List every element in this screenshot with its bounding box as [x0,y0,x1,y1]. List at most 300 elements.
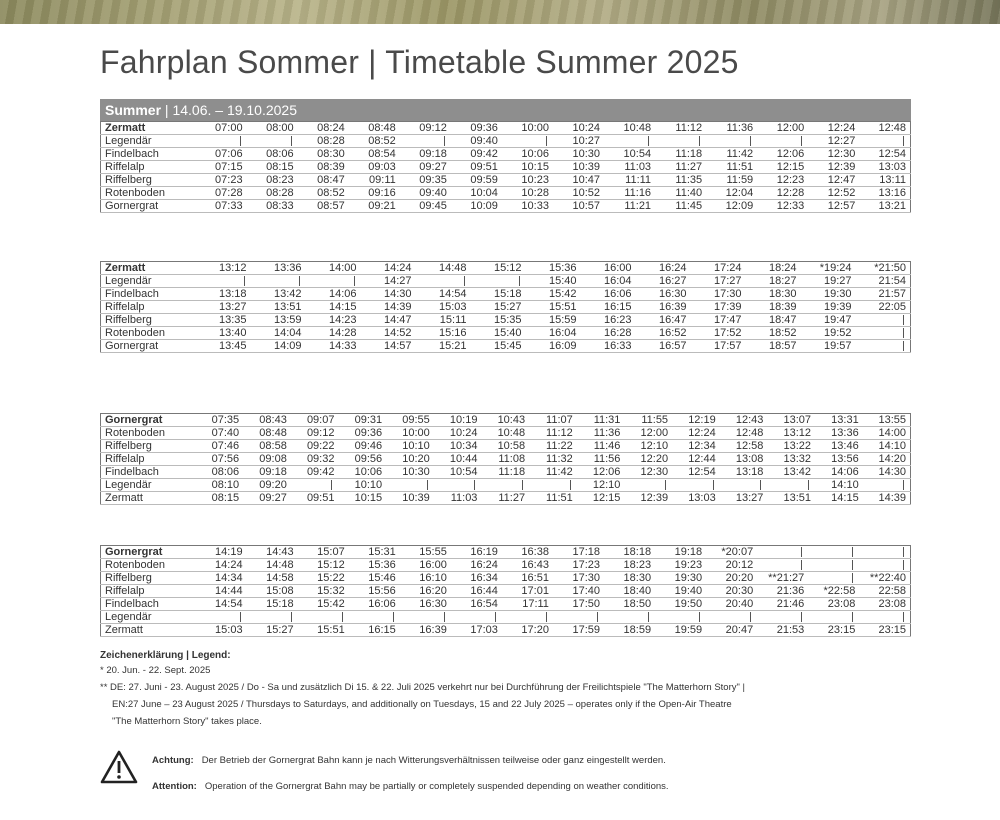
departure-time: 11:55 [624,414,672,427]
departure-time: 14:15 [815,492,863,505]
departure-time: 14:27 [361,275,416,288]
departure-time: 21:53 [757,624,808,637]
departure-time: 12:57 [808,200,859,213]
departure-time: 10:24 [553,122,604,135]
departure-time [808,572,859,585]
departure-time: 08:57 [298,200,349,213]
departure-time: 10:43 [481,414,529,427]
departure-time: 19:23 [655,559,706,572]
departure-time: 17:50 [553,598,604,611]
departure-time: *19:24 [801,262,856,275]
departure-time: 14:00 [306,262,361,275]
departure-time: 16:47 [636,314,691,327]
departure-time [655,135,706,148]
no-stop-mark [570,480,571,490]
departure-time: 08:58 [243,440,291,453]
no-stop-mark [903,328,904,338]
station-name: Findelbach [101,288,196,301]
table-row [101,466,911,479]
station-name: Riffelberg [101,572,196,585]
departure-time: 09:40 [400,187,451,200]
departure-time [247,611,298,624]
departure-time: 11:27 [655,161,706,174]
season-range: | 14.06. – 19.10.2025 [164,102,298,118]
departure-time: 16:04 [526,327,581,340]
departure-time: 11:46 [577,440,625,453]
page-title: Fahrplan Sommer | Timetable Summer 2025 [100,44,739,80]
departure-time: 12:58 [720,440,768,453]
departure-time: 16:43 [502,559,553,572]
departure-time: 08:06 [247,148,298,161]
departure-time: 16:33 [581,340,636,353]
departure-time: 13:42 [251,288,306,301]
departure-time: 09:21 [349,200,400,213]
table-row [101,479,911,492]
departure-time: 17:40 [553,585,604,598]
departure-time: 15:08 [247,585,298,598]
header-photo [0,0,1000,24]
departure-time: 11:51 [529,492,577,505]
departure-time: 14:20 [863,453,911,466]
departure-time [856,327,911,340]
station-name: Riffelalp [101,585,196,598]
departure-time: 10:52 [553,187,604,200]
station-name: Findelbach [101,598,196,611]
departure-time: 20:40 [706,598,757,611]
departure-time: 21:57 [856,288,911,301]
departure-time: 08:00 [247,122,298,135]
departure-time: 18:18 [604,546,655,559]
departure-time: 14:24 [196,559,247,572]
table-row [101,546,911,559]
departure-time: 19:39 [801,301,856,314]
departure-time: 11:18 [481,466,529,479]
station-name: Zermatt [101,262,196,275]
departure-time: 18:30 [746,288,801,301]
departure-time: 12:04 [706,187,757,200]
departure-time: 10:30 [386,466,434,479]
departure-time: 12:39 [808,161,859,174]
departure-time: 15:36 [526,262,581,275]
departure-time: 13:56 [815,453,863,466]
departure-time: 10:06 [338,466,386,479]
departure-time: 14:09 [251,340,306,353]
departure-time: 18:40 [604,585,655,598]
departure-time [481,479,529,492]
departure-time: 14:19 [196,546,247,559]
departure-time: 13:12 [767,427,815,440]
departure-time: 10:06 [502,148,553,161]
departure-time: 11:56 [577,453,625,466]
no-stop-mark [852,612,853,622]
departure-time: 15:18 [471,288,526,301]
departure-time: 07:00 [196,122,247,135]
table-row [101,288,911,301]
table-row [101,327,911,340]
departure-time: 09:55 [386,414,434,427]
table-row [101,187,911,200]
departure-time: 21:46 [757,598,808,611]
departure-time: 12:54 [672,466,720,479]
departure-time: 19:18 [655,546,706,559]
table-row [101,440,911,453]
departure-time: 18:39 [746,301,801,314]
departure-time: 13:03 [672,492,720,505]
departure-time: 11:11 [604,174,655,187]
station-name: Riffelberg [101,440,196,453]
departure-time: 11:31 [577,414,625,427]
departure-time: 16:24 [636,262,691,275]
departure-time: 14:00 [863,427,911,440]
table-row [101,148,911,161]
departure-time: 13:07 [767,414,815,427]
departure-time: 10:15 [502,161,553,174]
departure-time [553,611,604,624]
departure-time: 22:05 [856,301,911,314]
table-row [101,559,911,572]
departure-time [196,611,247,624]
no-stop-mark [354,276,355,286]
station-name: Gornergrat [101,200,196,213]
station-name: Legendär [101,135,196,148]
departure-time: 10:33 [502,200,553,213]
departure-time: 08:30 [298,148,349,161]
station-name: Rotenboden [101,327,196,340]
departure-time: 09:16 [349,187,400,200]
table-row [101,624,911,637]
departure-time: 17:03 [451,624,502,637]
departure-time [808,559,859,572]
no-stop-mark [801,136,802,146]
departure-time: 14:30 [361,288,416,301]
no-stop-mark [801,547,802,557]
departure-time: 11:40 [655,187,706,200]
no-stop-mark [546,612,547,622]
timetable-down-1 [100,413,911,505]
departure-time [757,611,808,624]
departure-time: 08:06 [196,466,244,479]
departure-time: 08:47 [298,174,349,187]
no-stop-mark [801,612,802,622]
departure-time: 14:15 [306,301,361,314]
departure-time: 09:20 [243,479,291,492]
departure-time: 21:36 [757,585,808,598]
departure-time: 15:16 [416,327,471,340]
timetable-block-4 [100,545,911,637]
departure-time: 16:57 [636,340,691,353]
departure-time: 09:32 [291,453,339,466]
departure-time: 12:47 [808,174,859,187]
departure-time: 14:43 [247,546,298,559]
departure-time [856,340,911,353]
departure-time: 09:35 [400,174,451,187]
departure-time: 13:21 [859,200,910,213]
departure-time: 20:47 [706,624,757,637]
departure-time: 15:42 [526,288,581,301]
no-stop-mark [393,612,394,622]
departure-time [859,611,910,624]
departure-time: 16:52 [636,327,691,340]
table-row [101,200,911,213]
departure-time: 13:18 [720,466,768,479]
departure-time: 13:27 [196,301,251,314]
station-name: Gornergrat [101,340,196,353]
warning-de-label: Achtung: [152,755,194,766]
departure-time: 11:51 [706,161,757,174]
departure-time: 09:56 [338,453,386,466]
departure-time: 11:36 [706,122,757,135]
departure-time: 13:42 [767,466,815,479]
departure-time [298,611,349,624]
departure-time: 22:58 [859,585,910,598]
departure-time: 14:39 [361,301,416,314]
departure-time: 07:33 [196,200,247,213]
departure-time: 18:30 [604,572,655,585]
departure-time: 11:22 [529,440,577,453]
departure-time: 17:27 [691,275,746,288]
departure-time [196,275,251,288]
departure-time [604,135,655,148]
departure-time: 09:42 [451,148,502,161]
departure-time: 12:19 [672,414,720,427]
departure-time [672,479,720,492]
departure-time: 11:12 [529,427,577,440]
departure-time: 15:45 [471,340,526,353]
departure-time: 12:23 [757,174,808,187]
departure-time: 14:23 [306,314,361,327]
table-row [101,611,911,624]
departure-time: 16:23 [581,314,636,327]
departure-time: 13:40 [196,327,251,340]
departure-time: 16:44 [451,585,502,598]
departure-time: 09:18 [400,148,451,161]
departure-time: 10:00 [502,122,553,135]
departure-time: 08:10 [196,479,244,492]
departure-time [386,479,434,492]
departure-time: 18:50 [604,598,655,611]
departure-time: 18:23 [604,559,655,572]
departure-time: 16:19 [451,546,502,559]
departure-time: 16:06 [581,288,636,301]
station-name: Riffelalp [101,453,196,466]
no-stop-mark [291,136,292,146]
departure-time: 19:30 [801,288,856,301]
table-row [101,301,911,314]
season-header [100,99,911,121]
departure-time [502,611,553,624]
departure-time: **21:27 [757,572,808,585]
departure-time [247,135,298,148]
departure-time: 17:01 [502,585,553,598]
departure-time: 13:55 [863,414,911,427]
departure-time: 13:16 [859,187,910,200]
station-name: Gornergrat [101,546,196,559]
departure-time: 14:44 [196,585,247,598]
departure-time: 10:57 [553,200,604,213]
no-stop-mark [852,573,853,583]
table-row [101,572,911,585]
no-stop-mark [291,612,292,622]
departure-time: 14:24 [361,262,416,275]
departure-time: 10:04 [451,187,502,200]
warning-de-text: Der Betrieb der Gornergrat Bahn kann je nach Witterungsverhältnissen teilweise oder ganz eingestellt werden. [201,755,666,766]
departure-time: 15:07 [298,546,349,559]
table-row [101,585,911,598]
no-stop-mark [665,480,666,490]
departure-time: 10:48 [481,427,529,440]
departure-time: 10:10 [386,440,434,453]
departure-time: *21:50 [856,262,911,275]
departure-time: 12:44 [672,453,720,466]
departure-time: 16:09 [526,340,581,353]
table-row [101,122,911,135]
departure-time: 10:28 [502,187,553,200]
departure-time [757,559,808,572]
no-stop-mark [299,276,300,286]
departure-time: 14:28 [306,327,361,340]
departure-time: 08:39 [298,161,349,174]
departure-time: 12:24 [672,427,720,440]
departure-time: 13:22 [767,440,815,453]
no-stop-mark [427,480,428,490]
departure-time: 13:46 [815,440,863,453]
departure-time: 12:28 [757,187,808,200]
departure-time [400,135,451,148]
legend-heading: Zeichenerklärung | Legend: [100,650,231,661]
departure-time: 08:43 [243,414,291,427]
departure-time [655,611,706,624]
departure-time: 16:27 [636,275,691,288]
departure-time: 14:52 [361,327,416,340]
departure-time: 09:08 [243,453,291,466]
departure-time: 12:15 [577,492,625,505]
departure-time: 15:40 [471,327,526,340]
departure-time: 12:34 [672,440,720,453]
station-name: Riffelberg [101,174,196,187]
departure-time: 09:07 [291,414,339,427]
departure-time: 15:12 [298,559,349,572]
departure-time: 16:51 [502,572,553,585]
departure-time: 09:42 [291,466,339,479]
departure-time: 11:42 [706,148,757,161]
departure-time [529,479,577,492]
departure-time: 23:08 [808,598,859,611]
departure-time: 20:12 [706,559,757,572]
departure-time: 07:15 [196,161,247,174]
departure-time: 12:06 [757,148,808,161]
legend [100,650,745,733]
no-stop-mark [852,547,853,557]
no-stop-mark [546,136,547,146]
departure-time: 08:52 [349,135,400,148]
departure-time: 15:35 [471,314,526,327]
departure-time: 07:28 [196,187,247,200]
departure-time [706,611,757,624]
departure-time: 11:16 [604,187,655,200]
departure-time: 10:10 [338,479,386,492]
departure-time [808,546,859,559]
departure-time: 12:00 [757,122,808,135]
departure-time: 16:38 [502,546,553,559]
timetable-up-2 [100,261,911,353]
departure-time: 10:39 [553,161,604,174]
departure-time [859,135,910,148]
no-stop-mark [444,612,445,622]
departure-time: 16:30 [400,598,451,611]
departure-time: 20:20 [706,572,757,585]
departure-time: 12:09 [706,200,757,213]
departure-time [863,479,911,492]
season-label: Summer [105,102,162,118]
departure-time: 16:34 [451,572,502,585]
departure-time: 14:34 [196,572,247,585]
departure-time [471,275,526,288]
no-stop-mark [444,136,445,146]
no-stop-mark [495,612,496,622]
departure-time [624,479,672,492]
departure-time: 19:52 [801,327,856,340]
departure-time: 10:00 [386,427,434,440]
departure-time: 08:28 [298,135,349,148]
departure-time: 12:54 [859,148,910,161]
no-stop-mark [760,480,761,490]
table-row [101,174,911,187]
departure-time: 14:54 [416,288,471,301]
no-stop-mark [331,480,332,490]
departure-time [706,135,757,148]
departure-time: 19:27 [801,275,856,288]
departure-time: 09:12 [400,122,451,135]
departure-time: 10:09 [451,200,502,213]
departure-time: 14:39 [863,492,911,505]
warning-icon [100,750,138,784]
departure-time: 09:36 [451,122,502,135]
departure-time: 10:27 [553,135,604,148]
departure-time: 10:39 [386,492,434,505]
departure-time [251,275,306,288]
departure-time: 14:30 [863,466,911,479]
departure-time: 14:33 [306,340,361,353]
departure-time: 09:36 [338,427,386,440]
table-row [101,161,911,174]
departure-time [859,559,910,572]
departure-time: 15:56 [349,585,400,598]
departure-time: 18:57 [746,340,801,353]
departure-time: 09:12 [291,427,339,440]
departure-time: 19:30 [655,572,706,585]
departure-time: 15:36 [349,559,400,572]
no-stop-mark [903,560,904,570]
departure-time: 16:10 [400,572,451,585]
departure-time: 13:18 [196,288,251,301]
departure-time: 12:39 [624,492,672,505]
station-name: Legendär [101,479,196,492]
departure-time: 17:11 [502,598,553,611]
departure-time: 08:23 [247,174,298,187]
table-row [101,427,911,440]
departure-time: 12:27 [808,135,859,148]
departure-time: 14:06 [306,288,361,301]
no-stop-mark [750,136,751,146]
legend-note-2-en-cont: "The Matterhorn Story" takes place. [112,716,262,727]
departure-time [720,479,768,492]
departure-time: 11:45 [655,200,706,213]
departure-time: 09:51 [451,161,502,174]
departure-time: 17:30 [553,572,604,585]
table-row [101,340,911,353]
departure-time: 09:18 [243,466,291,479]
departure-time: *20:07 [706,546,757,559]
